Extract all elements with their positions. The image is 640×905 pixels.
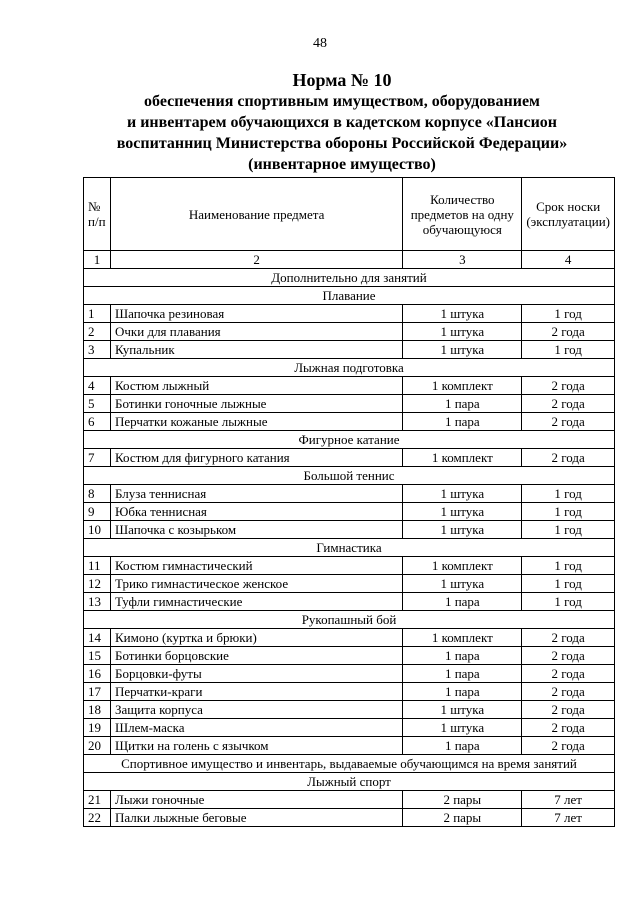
cell-term: 1 год bbox=[522, 485, 615, 503]
cell-term: 2 года bbox=[522, 323, 615, 341]
cell-number: 16 bbox=[84, 665, 111, 683]
table-row bbox=[84, 413, 615, 431]
cell-item-name: Юбка теннисная bbox=[111, 503, 403, 521]
cell-quantity: 1 штука bbox=[403, 521, 522, 539]
table-row bbox=[84, 719, 615, 737]
cell-item-name: Костюм лыжный bbox=[111, 377, 403, 395]
cell-item-name: Купальник bbox=[111, 341, 403, 359]
cell-term: 1 год bbox=[522, 557, 615, 575]
cell-term: 1 год bbox=[522, 521, 615, 539]
subsection-heading-row bbox=[84, 539, 615, 557]
cell-item-name: Лыжи гоночные bbox=[111, 791, 403, 809]
cell-quantity: 1 пара bbox=[403, 665, 522, 683]
table-row bbox=[84, 737, 615, 755]
cell-item-name: Перчатки-краги bbox=[111, 683, 403, 701]
cell-term: 2 года bbox=[522, 737, 615, 755]
cell-number: 19 bbox=[84, 719, 111, 737]
cell-term: 2 года bbox=[522, 395, 615, 413]
document-title bbox=[72, 70, 612, 175]
cell-item-name: Очки для плавания bbox=[111, 323, 403, 341]
cell-number: 8 bbox=[84, 485, 111, 503]
cell-item-name: Костюм гимнастический bbox=[111, 557, 403, 575]
cell-number: 7 bbox=[84, 449, 111, 467]
cell-quantity: 1 штука bbox=[403, 305, 522, 323]
cell-number: 6 bbox=[84, 413, 111, 431]
cell-number: 13 bbox=[84, 593, 111, 611]
norm-table bbox=[83, 177, 615, 827]
cell-number: 2 bbox=[84, 323, 111, 341]
cell-item-name: Кимоно (куртка и брюки) bbox=[111, 629, 403, 647]
subsection-heading: Лыжная подготовка bbox=[84, 359, 615, 377]
header-row bbox=[84, 178, 615, 251]
section-heading: Дополнительно для занятий bbox=[84, 269, 615, 287]
cell-number: 5 bbox=[84, 395, 111, 413]
cell-item-name: Шлем-маска bbox=[111, 719, 403, 737]
cell-item-name: Перчатки кожаные лыжные bbox=[111, 413, 403, 431]
cell-quantity: 1 штука bbox=[403, 503, 522, 521]
table-row bbox=[84, 791, 615, 809]
cell-term: 2 года bbox=[522, 377, 615, 395]
header-name: Наименование предмета bbox=[111, 178, 403, 251]
table-row bbox=[84, 395, 615, 413]
cell-item-name: Щитки на голень с язычком bbox=[111, 737, 403, 755]
cell-item-name: Блуза теннисная bbox=[111, 485, 403, 503]
table-row bbox=[84, 521, 615, 539]
section-heading-row bbox=[84, 755, 615, 773]
cell-term: 7 лет bbox=[522, 791, 615, 809]
table-row bbox=[84, 377, 615, 395]
cell-term: 2 года bbox=[522, 719, 615, 737]
cell-quantity: 1 пара bbox=[403, 647, 522, 665]
title-line-3: и инвентарем обучающихся в кадетском корпусе «Пансион bbox=[126, 114, 558, 131]
cell-term: 1 год bbox=[522, 341, 615, 359]
cell-quantity: 1 штука bbox=[403, 719, 522, 737]
title-line-5: (инвентарное имущество) bbox=[248, 156, 436, 173]
header-no: № п/п bbox=[84, 178, 111, 251]
cell-term: 2 года bbox=[522, 413, 615, 431]
cell-quantity: 1 комплект bbox=[403, 377, 522, 395]
cell-item-name: Туфли гимнастические bbox=[111, 593, 403, 611]
subsection-heading: Рукопашный бой bbox=[84, 611, 615, 629]
table-row bbox=[84, 629, 615, 647]
column-number: 2 bbox=[111, 251, 403, 269]
table-row bbox=[84, 449, 615, 467]
cell-item-name: Палки лыжные беговые bbox=[111, 809, 403, 827]
cell-term: 2 года bbox=[522, 701, 615, 719]
table-row bbox=[84, 575, 615, 593]
cell-quantity: 1 комплект bbox=[403, 629, 522, 647]
cell-quantity: 1 штука bbox=[403, 575, 522, 593]
cell-item-name: Трико гимнастическое женское bbox=[111, 575, 403, 593]
cell-quantity: 1 пара bbox=[403, 737, 522, 755]
cell-item-name: Ботинки борцовские bbox=[111, 647, 403, 665]
cell-quantity: 1 комплект bbox=[403, 449, 522, 467]
subsection-heading-row bbox=[84, 773, 615, 791]
cell-term: 7 лет bbox=[522, 809, 615, 827]
subsection-heading: Большой теннис bbox=[84, 467, 615, 485]
cell-quantity: 1 пара bbox=[403, 413, 522, 431]
cell-quantity: 1 пара bbox=[403, 683, 522, 701]
table-body bbox=[84, 269, 615, 827]
cell-item-name: Защита корпуса bbox=[111, 701, 403, 719]
cell-quantity: 1 штука bbox=[403, 323, 522, 341]
header-qty: Количество предметов на одну обучающуюся bbox=[403, 178, 522, 251]
column-number-row bbox=[84, 251, 615, 269]
cell-number: 22 bbox=[84, 809, 111, 827]
subsection-heading: Гимнастика bbox=[84, 539, 615, 557]
section-heading: Спортивное имущество и инвентарь, выдаваемые обучающимся на время занятий bbox=[84, 755, 615, 773]
subsection-heading: Плавание bbox=[84, 287, 615, 305]
cell-term: 2 года bbox=[522, 629, 615, 647]
cell-number: 3 bbox=[84, 341, 111, 359]
cell-quantity: 1 пара bbox=[403, 593, 522, 611]
table-row bbox=[84, 341, 615, 359]
table-row bbox=[84, 593, 615, 611]
cell-number: 14 bbox=[84, 629, 111, 647]
title-line-1: Норма № 10 bbox=[292, 70, 392, 90]
cell-term: 1 год bbox=[522, 593, 615, 611]
cell-number: 10 bbox=[84, 521, 111, 539]
cell-number: 15 bbox=[84, 647, 111, 665]
column-number: 4 bbox=[522, 251, 615, 269]
cell-item-name: Шапочка с козырьком bbox=[111, 521, 403, 539]
cell-number: 18 bbox=[84, 701, 111, 719]
cell-quantity: 2 пары bbox=[403, 791, 522, 809]
subsection-heading-row bbox=[84, 431, 615, 449]
cell-term: 1 год bbox=[522, 503, 615, 521]
column-number: 3 bbox=[403, 251, 522, 269]
table-row bbox=[84, 305, 615, 323]
table-row bbox=[84, 485, 615, 503]
cell-item-name: Борцовки-футы bbox=[111, 665, 403, 683]
section-heading-row bbox=[84, 269, 615, 287]
cell-item-name: Ботинки гоночные лыжные bbox=[111, 395, 403, 413]
cell-quantity: 1 пара bbox=[403, 395, 522, 413]
header-term: Срок носки (эксплуатации) bbox=[522, 178, 615, 251]
subsection-heading-row bbox=[84, 467, 615, 485]
cell-quantity: 1 штука bbox=[403, 485, 522, 503]
title-line-2: обеспечения спортивным имуществом, оборудованием bbox=[144, 93, 540, 110]
cell-term: 1 год bbox=[522, 575, 615, 593]
cell-number: 11 bbox=[84, 557, 111, 575]
cell-quantity: 2 пары bbox=[403, 809, 522, 827]
table-row bbox=[84, 323, 615, 341]
subsection-heading-row bbox=[84, 359, 615, 377]
cell-quantity: 1 комплект bbox=[403, 557, 522, 575]
title-line-4: воспитанниц Министерства обороны Российской Федерации» bbox=[116, 135, 568, 152]
cell-term: 2 года bbox=[522, 665, 615, 683]
subsection-heading-row bbox=[84, 611, 615, 629]
cell-number: 21 bbox=[84, 791, 111, 809]
table-row bbox=[84, 701, 615, 719]
subsection-heading: Фигурное катание bbox=[84, 431, 615, 449]
cell-number: 20 bbox=[84, 737, 111, 755]
cell-term: 2 года bbox=[522, 683, 615, 701]
subsection-heading: Лыжный спорт bbox=[84, 773, 615, 791]
table-row bbox=[84, 683, 615, 701]
cell-item-name: Костюм для фигурного катания bbox=[111, 449, 403, 467]
subsection-heading-row bbox=[84, 287, 615, 305]
cell-number: 12 bbox=[84, 575, 111, 593]
cell-number: 9 bbox=[84, 503, 111, 521]
table-row bbox=[84, 647, 615, 665]
table-row bbox=[84, 665, 615, 683]
table-row bbox=[84, 809, 615, 827]
cell-quantity: 1 штука bbox=[403, 341, 522, 359]
table-row bbox=[84, 503, 615, 521]
column-number: 1 bbox=[84, 251, 111, 269]
cell-quantity: 1 штука bbox=[403, 701, 522, 719]
cell-number: 4 bbox=[84, 377, 111, 395]
page-number: 48 bbox=[313, 36, 327, 51]
table-row bbox=[84, 557, 615, 575]
cell-term: 1 год bbox=[522, 305, 615, 323]
cell-number: 17 bbox=[84, 683, 111, 701]
cell-term: 2 года bbox=[522, 449, 615, 467]
cell-number: 1 bbox=[84, 305, 111, 323]
cell-term: 2 года bbox=[522, 647, 615, 665]
cell-item-name: Шапочка резиновая bbox=[111, 305, 403, 323]
